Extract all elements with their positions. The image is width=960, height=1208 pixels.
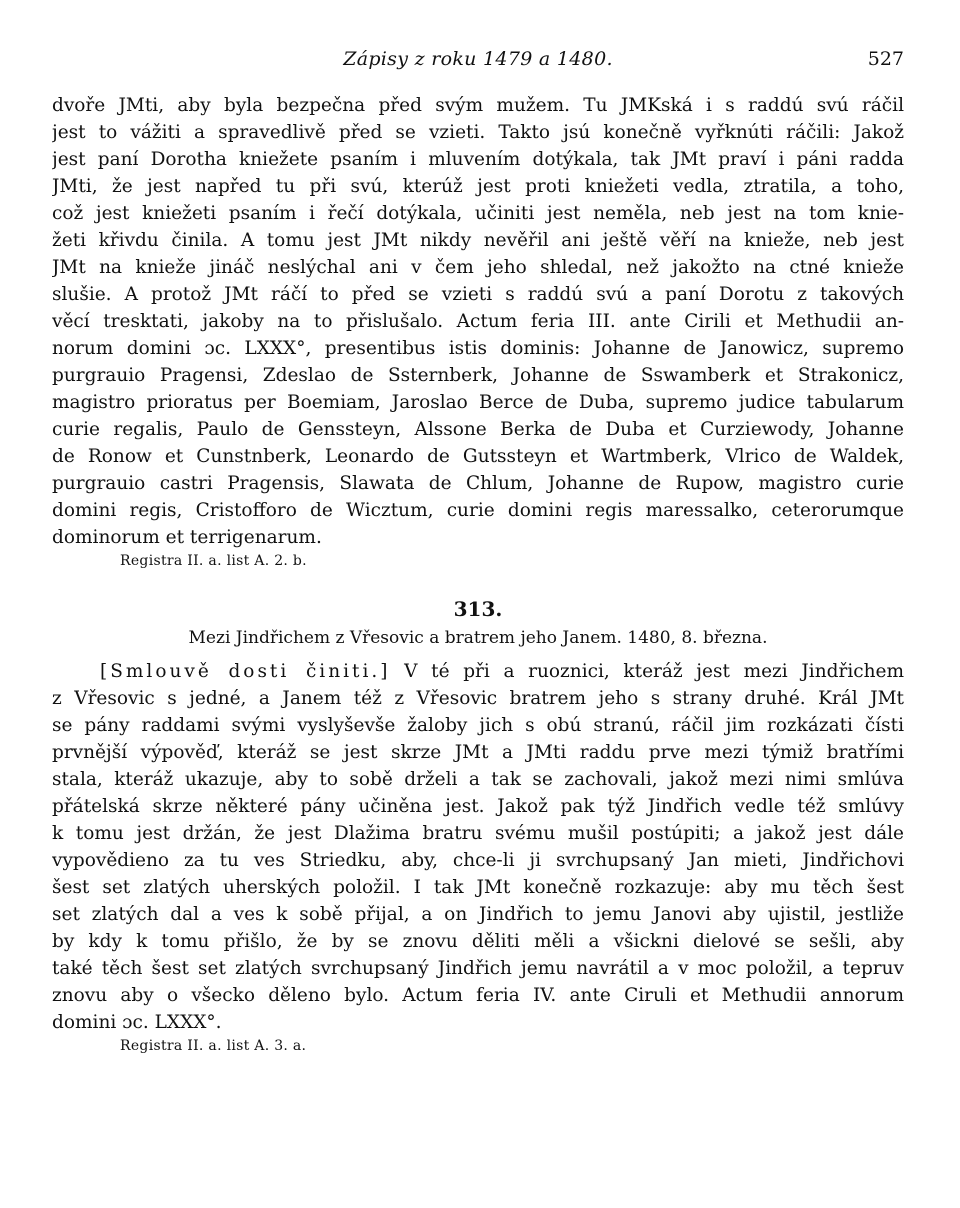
- text-line: se pány raddami svými vyslyševše žaloby jich s obú stranú, ráčil jim rozkázati čísti: [52, 715, 904, 736]
- text-line: věcí tresktati, jakoby na to přislušalo. Actum feria III. ante Cirili et Methudii an-: [52, 311, 904, 332]
- rubric: [Smlouvě dosti činiti.]: [100, 661, 391, 682]
- text-line: curie regalis, Paulo de Genssteyn, Alssone Berka de Duba et Curziewody, Johanne: [52, 419, 904, 440]
- text-line: purgrauio Pragensi, Zdeslao de Ssternberk, Johanne de Sswamberk et Strakonicz,: [52, 365, 904, 386]
- text-line: domini regis, Cristofforo de Wicztum, curie domini regis maressalko, ceterorumque: [52, 500, 904, 521]
- text-line: prvnější výpověď, kteráž se jest skrze JMt a JMti raddu prve mezi týmiž bratřími: [52, 742, 904, 763]
- text-line: purgrauio castri Pragensis, Slawata de Chlum, Johanne de Rupow, magistro curie: [52, 473, 904, 494]
- document-heading: Mezi Jindřichem z Vřesovic a bratrem jeho Janem. 1480, 8. března.: [188, 628, 768, 648]
- text-line: domini ɔc. LXXX°.: [52, 1012, 222, 1033]
- text-line: z Vřesovic s jedné, a Janem též z Vřesovic bratrem jeho s strany druhé. Král JMt: [52, 688, 904, 709]
- text-line: de Ronow et Cunstnberk, Leonardo de Gutssteyn et Wartmberk, Vlrico de Waldek,: [52, 446, 904, 467]
- running-title: Zápisy z roku 1479 a 1480.: [343, 48, 613, 70]
- text-line: k tomu jest držán, že jest Dlažima bratru svému mušil postúpiti; a jakož jest dále: [52, 823, 904, 844]
- text-line: stala, kteráž ukazuje, aby to sobě drželi a tak se zachovali, jakož mezi nimi smlúva: [52, 769, 904, 790]
- page-number: 527: [867, 48, 904, 70]
- first-line-text: V té při a ruoznici, kteráž jest mezi Jindřichem: [390, 661, 904, 682]
- text-line: dominorum et terrigenarum.: [52, 527, 322, 548]
- text-line: JMti, že jest napřed tu při svú, kterúž jest proti kniežeti vedla, ztratila, a toho,: [52, 176, 904, 197]
- text-line: magistro prioratus per Boemiam, Jaroslao Berce de Duba, supremo judice tabularum: [52, 392, 904, 413]
- text-line: žeti křivdu činila. A tomu jest JMt nikdy nevěřil ani ještě věří na knieže, neb jest: [52, 230, 904, 251]
- text-line: což jest kniežeti psaním i řečí dotýkala, učiniti jest neměla, neb jest na tom knie-: [52, 203, 904, 224]
- text-line: set zlatých dal a ves k sobě přijal, a on Jindřich to jemu Janovi aby ujistil, jestliže: [52, 904, 904, 925]
- text-line: znovu aby o všecko děleno bylo. Actum feria IV. ante Ciruli et Methudii annorum: [52, 985, 904, 1006]
- text-line: norum domini ɔc. LXXX°, presentibus istis dominis: Johanne de Janowicz, supremo: [52, 338, 904, 359]
- continued-entry-text: [52, 92, 904, 571]
- text-line: jest to vážiti a spravedlivě před se vzieti. Takto jsú konečně vyřknúti ráčili: Jakož: [52, 122, 904, 143]
- text-line: šest set zlatých uherských položil. I tak JMt konečně rozkazuje: aby mu těch šest: [52, 877, 904, 898]
- text-line: JMt na knieže jináč neslýchal ani v čem jeho shledal, než jakožto na ctné knieže: [52, 257, 904, 278]
- source-note: Registra II. a. list A. 2. b.: [120, 553, 307, 569]
- first-text-line: [100, 658, 904, 685]
- text-line: jest paní Dorotha kniežete psaním i mluvením dotýkala, tak JMt praví i páni radda: [52, 149, 904, 170]
- source-note: Registra II. a. list A. 3. a.: [120, 1038, 307, 1054]
- entry-313-text: [52, 658, 904, 1056]
- text-line: přátelská skrze některé pány učiněna jest. Jakož pak týž Jindřich vedle též smlúvy: [52, 796, 904, 817]
- text-line: by kdy k tomu přišlo, že by se znovu děliti měli a všickni dielové se sešli, aby: [52, 931, 904, 952]
- text-line: vypovědieno za tu ves Striedku, aby, chce-li ji svrchupsaný Jan mieti, Jindřichovi: [52, 850, 904, 871]
- text-line: dvoře JMti, aby byla bezpečna před svým mužem. Tu JMKská i s raddú svú ráčil: [52, 95, 904, 116]
- text-line: slušie. A protož JMt ráčí to před se vzieti s raddú svú a paní Dorotu z takových: [52, 284, 904, 305]
- document-number: 313.: [453, 597, 503, 621]
- running-head: [52, 48, 904, 78]
- text-line: také těch šest set zlatých svrchupsaný Jindřich jemu navrátil a v moc položil, a tepruv: [52, 958, 904, 979]
